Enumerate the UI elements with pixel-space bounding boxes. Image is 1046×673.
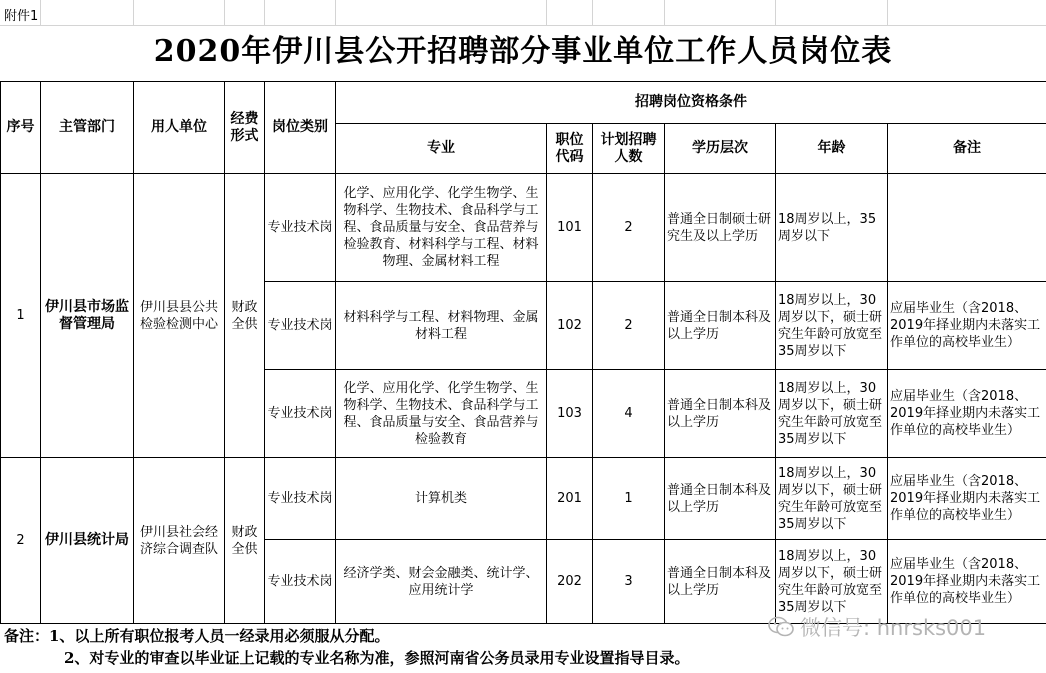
header-seq: 序号 [1,82,41,174]
age-cell: 18周岁以上，30周岁以下，硕士研究生年龄可放宽至35周岁以下 [776,282,888,370]
education-cell: 普通全日制本科及以上学历 [665,282,776,370]
major-cell: 材料科学与工程、材料物理、金属材料工程 [336,282,547,370]
category-cell: 专业技术岗 [265,282,336,370]
table-row [1,174,1046,282]
age-cell: 18周岁以上，30周岁以下，硕士研究生年龄可放宽至35周岁以下 [776,458,888,540]
watermark-text: 微信号: hnrsks001 [800,616,987,640]
unit-cell: 伊川县县公共检验检测中心 [134,174,225,458]
grid-line [264,0,265,26]
grid-line [592,0,593,26]
seq-cell: 2 [1,458,41,624]
count-cell: 3 [593,540,665,624]
education-cell: 普通全日制硕士研究生及以上学历 [665,174,776,282]
grid-line [546,0,547,26]
remarks-cell: 应届毕业生（含2018、2019年择业期内未落实工作单位的高校毕业生） [888,370,1046,458]
grid-line [40,0,41,26]
education-cell: 普通全日制本科及以上学历 [665,458,776,540]
grid-line [133,0,134,26]
funding-cell: 财政全供 [225,174,265,458]
age-cell: 18周岁以上，35周岁以下 [776,174,888,282]
category-cell: 专业技术岗 [265,370,336,458]
grid-line [224,0,225,26]
major-cell: 计算机类 [336,458,547,540]
remarks-cell [888,174,1046,282]
header-major: 专业 [336,124,547,174]
grid-line [664,0,665,26]
education-cell: 普通全日制本科及以上学历 [665,370,776,458]
age-cell: 18周岁以上，30周岁以下，硕士研究生年龄可放宽至35周岁以下 [776,370,888,458]
code-cell: 202 [547,540,593,624]
header-code: 职位代码 [547,124,593,174]
education-cell: 普通全日制本科及以上学历 [665,540,776,624]
code-cell: 201 [547,458,593,540]
wechat-icon [768,616,794,638]
footnote-2: 2、对专业的审查以毕业证上记载的专业名称为准，参照河南省公务员录用专业设置指导目录。 [64,649,690,667]
header-dept: 主管部门 [41,82,134,174]
category-cell: 专业技术岗 [265,458,336,540]
major-cell: 化学、应用化学、化学生物学、生物科学、生物技术、食品科学与工程、食品质量与安全、食品营养与检验教育 [336,370,547,458]
header-conditions: 招聘岗位资格条件 [336,82,1046,124]
grid-line [775,0,776,26]
table-row [1,458,1046,540]
count-cell: 2 [593,174,665,282]
header-count: 计划招聘人数 [593,124,665,174]
remarks-cell: 应届毕业生（含2018、2019年择业期内未落实工作单位的高校毕业生） [888,540,1046,624]
header-remarks: 备注 [888,124,1046,174]
unit-cell: 伊川县社会经济综合调查队 [134,458,225,624]
header-education: 学历层次 [665,124,776,174]
dept-cell: 伊川县市场监督管理局 [41,174,134,458]
header-funding: 经费形式 [225,82,265,174]
major-cell: 经济学类、财会金融类、统计学、应用统计学 [336,540,547,624]
remarks-cell: 应届毕业生（含2018、2019年择业期内未落实工作单位的高校毕业生） [888,458,1046,540]
category-cell: 专业技术岗 [265,540,336,624]
code-cell: 103 [547,370,593,458]
grid-line [335,0,336,26]
page-title: 2020年伊川县公开招聘部分事业单位工作人员岗位表 [153,34,893,69]
footnote-1: 备注：1、以上所有职位报考人员一经录用必须服从分配。 [4,627,390,645]
grid-line [887,0,888,26]
dept-cell: 伊川县统计局 [41,458,134,624]
age-cell: 18周岁以上，30周岁以下，硕士研究生年龄可放宽至35周岁以下 [776,540,888,624]
major-cell: 化学、应用化学、化学生物学、生物科学、生物技术、食品科学与工程、食品质量与安全、食品营养与检验教育、材料科学与工程、材料物理、金属材料工程 [336,174,547,282]
seq-cell: 1 [1,174,41,458]
count-cell: 1 [593,458,665,540]
positions-table [0,81,1046,624]
count-cell: 2 [593,282,665,370]
attachment-label: 附件1 [4,9,39,24]
code-cell: 102 [547,282,593,370]
code-cell: 101 [547,174,593,282]
wechat-watermark [768,612,986,642]
header-row-1 [1,82,1046,124]
funding-cell: 财政全供 [225,458,265,624]
header-age: 年龄 [776,124,888,174]
spreadsheet-grid-row [0,0,1046,26]
remarks-cell: 应届毕业生（含2018、2019年择业期内未落实工作单位的高校毕业生） [888,282,1046,370]
header-unit: 用人单位 [134,82,225,174]
category-cell: 专业技术岗 [265,174,336,282]
count-cell: 4 [593,370,665,458]
header-category: 岗位类别 [265,82,336,174]
